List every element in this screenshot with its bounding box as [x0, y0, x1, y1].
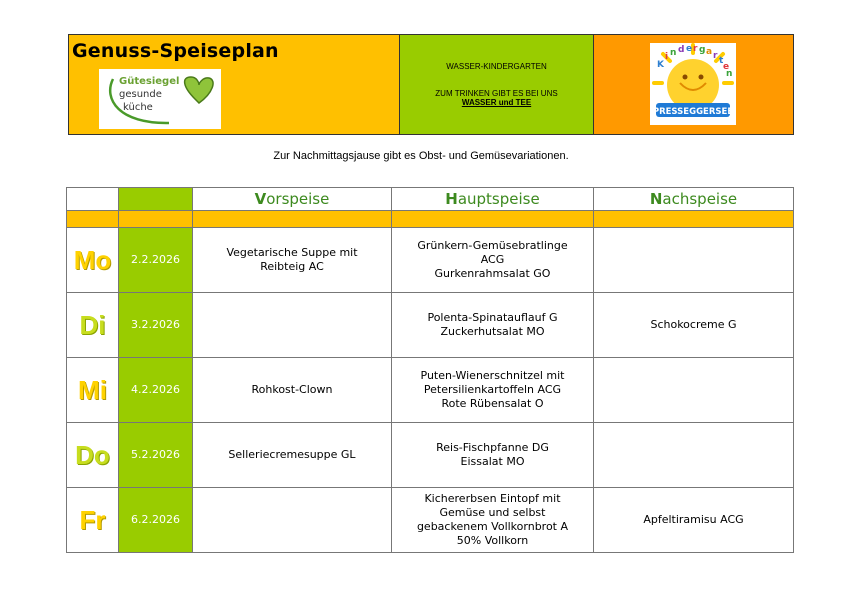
seal-line-3: küche: [123, 102, 153, 113]
svg-text:a: a: [706, 47, 713, 57]
vorspeise-cell: [193, 488, 392, 553]
table-row: [67, 358, 794, 423]
logo-cell: [594, 35, 793, 134]
header-nachspeise: Nachspeise: [594, 188, 794, 211]
guetesiegel-logo: [99, 69, 221, 129]
table-row: [67, 293, 794, 358]
sun-logo-icon: [650, 43, 736, 125]
separator-cell: [193, 211, 392, 228]
vorspeise-cell: [193, 293, 392, 358]
water-info-cell: [400, 35, 594, 134]
svg-text:PRESSEGGERSEE: PRESSEGGERSEE: [652, 107, 734, 117]
hauptspeise-cell: Puten-Wienerschnitzel mit Petersilienkartoffeln ACG Rote Rübensalat O: [392, 358, 594, 423]
day-date: 6.2.2026: [119, 488, 193, 553]
separator-cell: [67, 211, 119, 228]
afternoon-snack-note: Zur Nachmittagsjause gibt es Obst- und Gemüsevariationen.: [273, 150, 569, 162]
svg-text:r: r: [713, 51, 718, 61]
drinks-info-value: WASSER und TEE: [461, 98, 532, 107]
separator-cell: [594, 211, 794, 228]
menu-header: [68, 34, 794, 135]
table-row: [67, 228, 794, 293]
svg-text:r: r: [693, 44, 698, 54]
seal-line-1: Gütesiegel: [119, 76, 180, 87]
day-name: Mi: [67, 358, 119, 423]
svg-text:n: n: [726, 69, 733, 79]
page-title: Genuss-Speiseplan: [72, 40, 279, 62]
header-date-cell: [119, 188, 193, 211]
table-row: [67, 488, 794, 553]
vorspeise-cell: Vegetarische Suppe mit Reibteig AC: [193, 228, 392, 293]
nachspeise-cell: Schokocreme G: [594, 293, 794, 358]
weekly-menu-table: [66, 187, 794, 553]
separator-cell: [119, 211, 193, 228]
separator-cell: [392, 211, 594, 228]
seal-line-2: gesunde: [119, 89, 162, 100]
hauptspeise-cell: Reis-Fischpfanne DG Eissalat MO: [392, 423, 594, 488]
day-name: Di: [67, 293, 119, 358]
day-date: 3.2.2026: [119, 293, 193, 358]
day-date: 4.2.2026: [119, 358, 193, 423]
kindergarten-logo: [650, 43, 736, 125]
svg-text:e: e: [686, 44, 693, 54]
hauptspeise-cell: Grünkern-Gemüsebratlinge ACG Gurkenrahmsalat GO: [392, 228, 594, 293]
water-kindergarten-label: WASSER-KINDERGARTEN: [446, 62, 547, 71]
svg-text:i: i: [665, 52, 669, 62]
drinks-info-label: ZUM TRINKEN GIBT ES BEI UNS: [435, 89, 558, 98]
day-date: 2.2.2026: [119, 228, 193, 293]
nachspeise-cell: Apfeltiramisu ACG: [594, 488, 794, 553]
table-header-row: [67, 188, 794, 211]
day-date: 5.2.2026: [119, 423, 193, 488]
day-name: Mo: [67, 228, 119, 293]
separator-row: [67, 211, 794, 228]
hauptspeise-cell: Polenta-Spinatauflauf G Zuckerhutsalat MO: [392, 293, 594, 358]
vorspeise-cell: Rohkost-Clown: [193, 358, 392, 423]
table-row: [67, 423, 794, 488]
vorspeise-cell: Selleriecremesuppe GL: [193, 423, 392, 488]
svg-text:t: t: [719, 56, 724, 66]
svg-text:n: n: [670, 48, 677, 58]
header-day-cell: [67, 188, 119, 211]
header-vorspeise: Vorspeise: [193, 188, 392, 211]
svg-text:g: g: [699, 45, 706, 55]
nachspeise-cell: [594, 228, 794, 293]
header-hauptspeise: Hauptspeise: [392, 188, 594, 211]
svg-text:d: d: [678, 45, 685, 55]
day-name: Do: [67, 423, 119, 488]
nachspeise-cell: [594, 358, 794, 423]
header-title-cell: [69, 35, 400, 134]
nachspeise-cell: [594, 423, 794, 488]
hauptspeise-cell: Kichererbsen Eintopf mit Gemüse und selbst gebackenem Vollkornbrot A 50% Vollkorn: [392, 488, 594, 553]
svg-text:e: e: [723, 62, 730, 72]
svg-text:K: K: [657, 60, 664, 70]
day-name: Fr: [67, 488, 119, 553]
